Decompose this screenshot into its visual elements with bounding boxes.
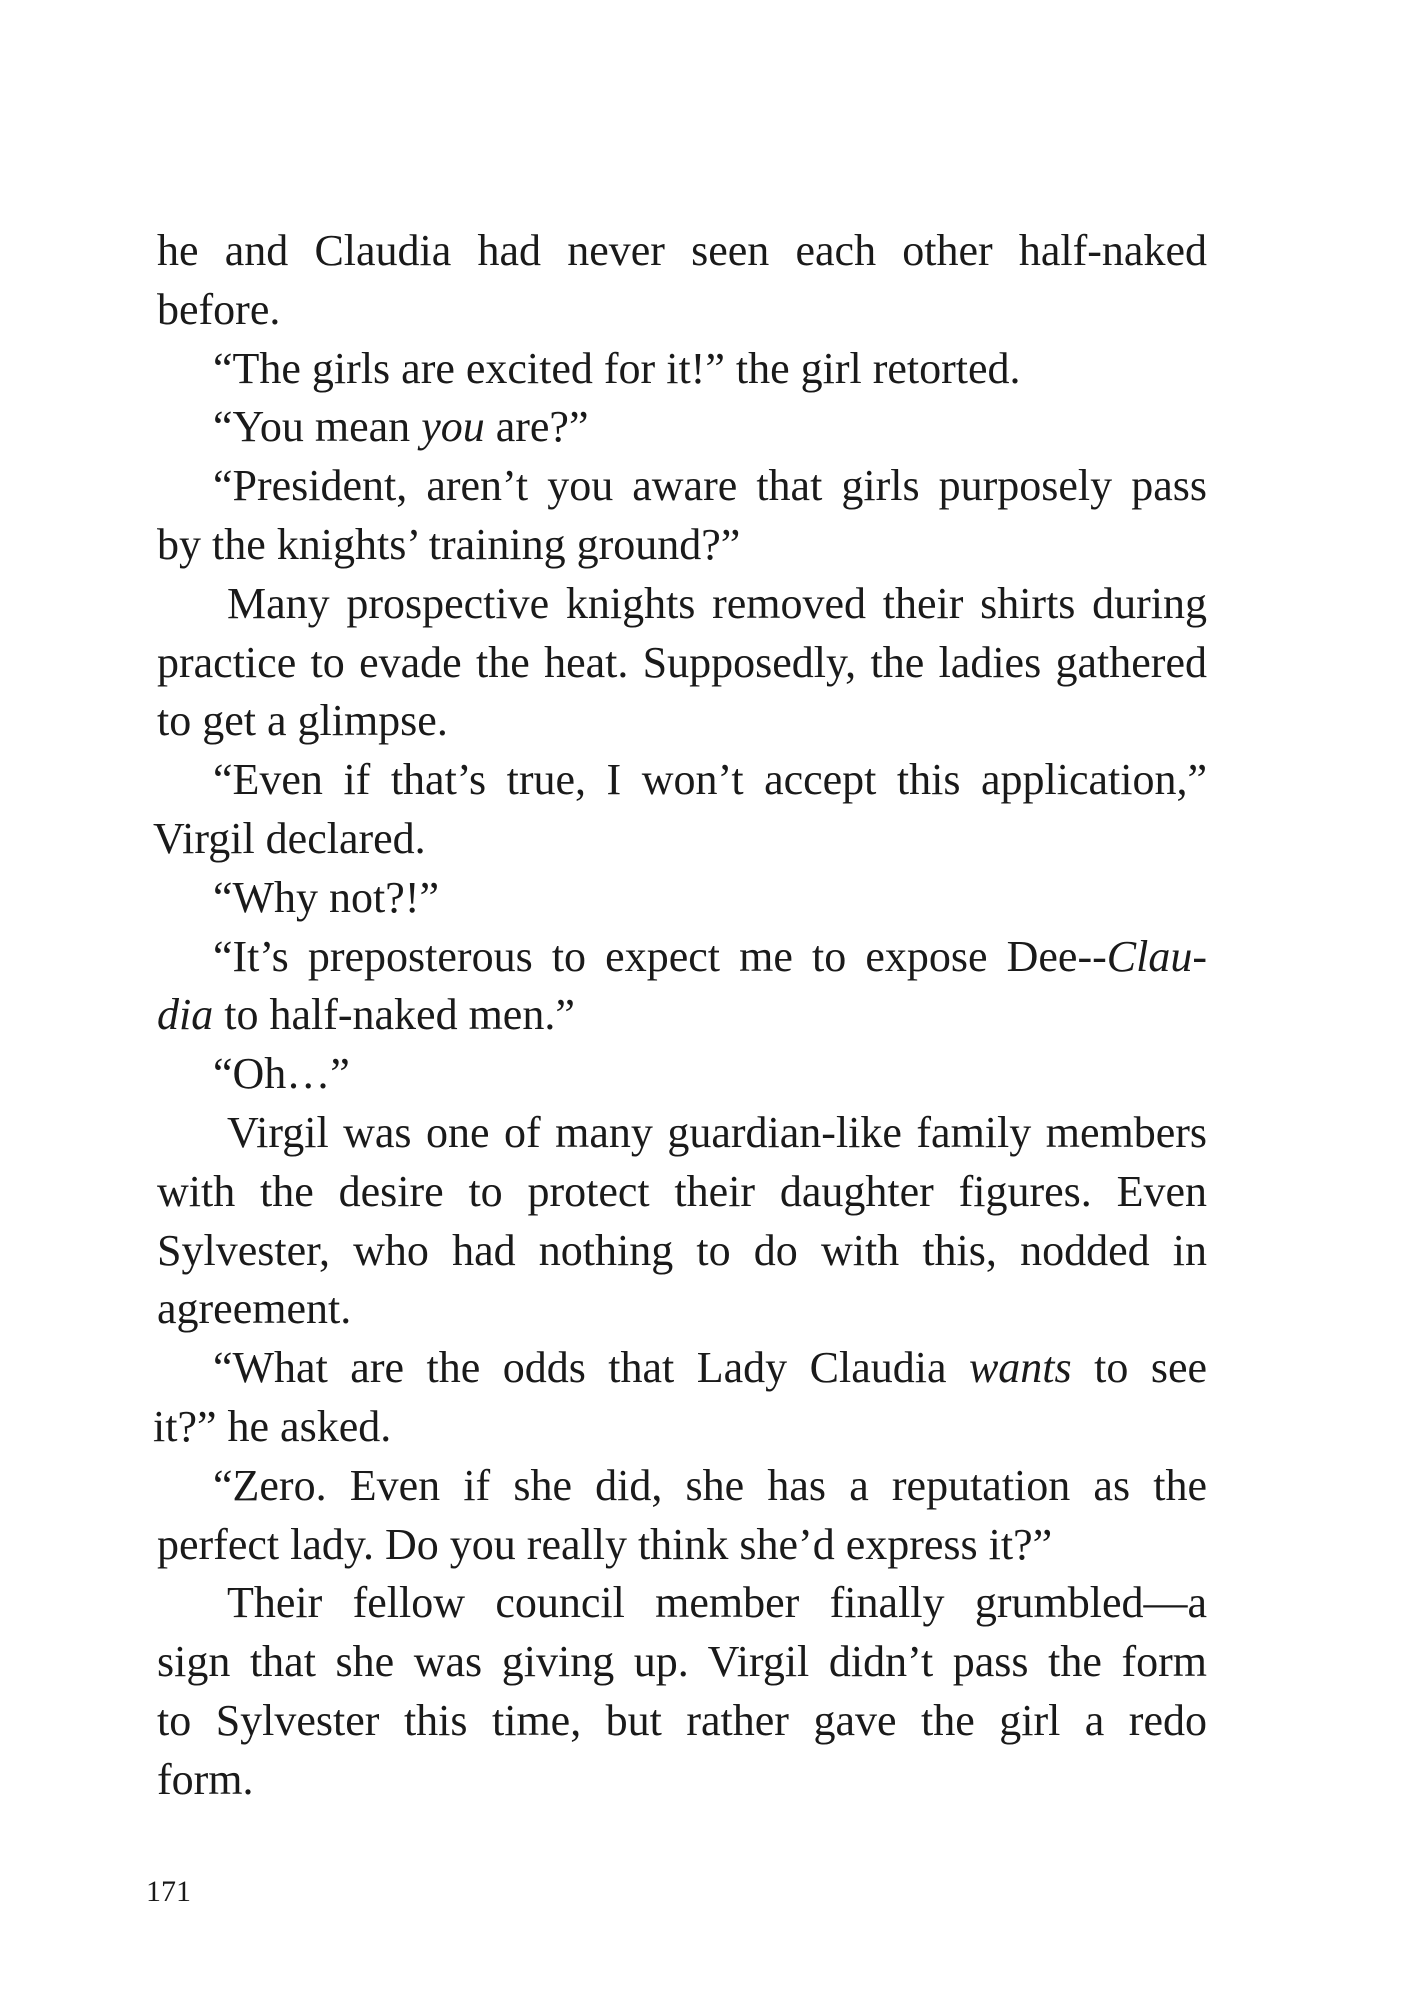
text-line: “Why not?!” bbox=[213, 872, 439, 922]
text-line bbox=[157, 986, 1207, 1045]
text-line: form. bbox=[157, 1754, 254, 1804]
text-line: to get a glimpse. bbox=[157, 696, 448, 746]
text-line: sign that she was giving up. Virgil didn’t pass the form bbox=[157, 1637, 1207, 1687]
text-segment: are?” bbox=[484, 402, 589, 452]
text-line: “Oh…” bbox=[213, 1049, 350, 1099]
text-segment: “You mean bbox=[213, 402, 422, 452]
text-line: Virgil was one of many guardian-like family members bbox=[227, 1107, 1207, 1157]
text-line: to Sylvester this time, but rather gave the girl a redo bbox=[157, 1695, 1207, 1745]
text-line bbox=[157, 1339, 1207, 1398]
text-line: by the knights’ training ground?” bbox=[157, 519, 741, 569]
italic-text: dia bbox=[157, 990, 214, 1040]
text-line: practice to evade the heat. Supposedly, the ladies gathered bbox=[157, 637, 1207, 687]
text-line bbox=[157, 928, 1207, 987]
text-segment: “It’s preposterous to expect me to expose Dee-- bbox=[213, 931, 1107, 981]
text-line: agreement. bbox=[157, 1284, 352, 1334]
text-line: Many prospective knights removed their shirts during bbox=[227, 578, 1207, 628]
italic-text: Clau- bbox=[1106, 931, 1207, 981]
text-line: “President, aren’t you aware that girls purposely pass bbox=[213, 461, 1207, 511]
text-segment: to see bbox=[1071, 1343, 1208, 1393]
text-line: “The girls are excited for it!” the girl retorted. bbox=[213, 343, 1021, 393]
text-line: before. bbox=[157, 284, 281, 334]
text-line: Virgil declared. bbox=[153, 813, 426, 863]
text-segment: to half-naked men.” bbox=[213, 990, 575, 1040]
text-line: Their fellow council member finally grumbled—a bbox=[227, 1578, 1207, 1628]
body-text bbox=[153, 222, 1208, 1810]
text-segment: “What are the odds that Lady Claudia bbox=[213, 1343, 969, 1393]
text-line: “Even if that’s true, I won’t accept this application,” bbox=[213, 755, 1207, 805]
page-number: 171 bbox=[146, 1875, 191, 1908]
italic-text: wants bbox=[968, 1343, 1072, 1393]
text-line: with the desire to protect their daughter figures. Even bbox=[157, 1166, 1207, 1216]
text-line: perfect lady. Do you really think she’d express it?” bbox=[157, 1519, 1053, 1569]
italic-text: you bbox=[421, 402, 485, 452]
text-line: he and Claudia had never seen each other half-naked bbox=[157, 226, 1207, 275]
text-line: Sylvester, who had nothing to do with this, nodded in bbox=[157, 1225, 1207, 1275]
text-line bbox=[157, 398, 1207, 457]
text-line: it?” he asked. bbox=[153, 1401, 392, 1451]
text-line: “Zero. Even if she did, she has a reputation as the bbox=[213, 1460, 1207, 1510]
